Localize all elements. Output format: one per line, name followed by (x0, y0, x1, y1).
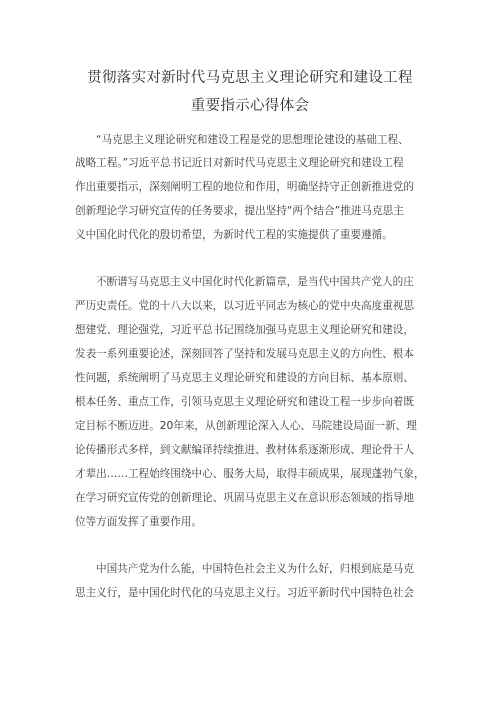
document-title-line-2: 重要指示心得体会 (190, 98, 310, 114)
paragraph-2-line-5: 性问题，系统阐明了马克思主义理论研究和建设的方向目标、基本原则、 (75, 372, 414, 384)
paragraph-2-line-11: 位等方面发挥了重要作用。 (75, 516, 203, 528)
paragraph-2-line-10: 在学习研究宣传党的创新理论、巩固马克思主义在意识形态领域的指导地 (75, 492, 414, 504)
paragraph-2-line-8: 论传播形式多样，到文献编译持续推进、教材体系逐渐形成、理论骨干人 (75, 444, 414, 456)
paragraph-1-line-3: 作出重要指示，深刻阐明工程的地位和作用，明确坚持守正创新推进党的 (75, 181, 414, 193)
paragraph-2-line-4: 发表一系列重要论述，深刻回答了坚持和发展马克思主义的方向性、根本 (75, 348, 414, 360)
paragraph-2-line-1: 不断谱写马克思主义中国化时代化新篇章，是当代中国共产党人的庄 (96, 276, 414, 288)
paragraph-1-line-5: 义中国化时代化的殷切希望，为新时代工程的实施提供了重要遵循。 (75, 229, 393, 241)
document-title-line-1: 贯彻落实对新时代马克思主义理论研究和建设工程 (87, 70, 413, 86)
paragraph-2-line-9: 才辈出……工程始终围绕中心、服务大局，取得丰硕成果，展现蓬勃气象， (75, 468, 425, 480)
paragraph-3-line-2: 思主义行，是中国化时代化的马克思主义行。习近平新时代中国特色社会 (75, 587, 414, 599)
paragraph-1-line-1: “马克思主义理论研究和建设工程是党的思想理论建设的基础工程、 (96, 134, 409, 146)
paragraph-1-line-2: 战略工程。”习近平总书记近日对新时代马克思主义理论研究和建设工程 (75, 157, 404, 169)
paragraph-2-line-6: 根本任务、重点工作，引领马克思主义理论研究和建设工程一步步向着既 (75, 396, 414, 408)
paragraph-2-line-3: 想建党、理论强党，习近平总书记围绕加强马克思主义理论研究和建设， (75, 324, 414, 336)
paragraph-2-line-2: 严历史责任。党的十八大以来，以习近平同志为核心的党中央高度重视思 (75, 300, 414, 312)
paragraph-1-line-4: 创新理论学习研究宣传的任务要求，提出坚持“两个结合”推进马克思主 (75, 205, 404, 217)
paragraph-2-line-7: 定目标不断迈进。20年来，从创新理论深入人心、马院建设局面一新、理 (75, 420, 417, 432)
paragraph-3-line-1: 中国共产党为什么能，中国特色社会主义为什么好，归根到底是马克 (96, 563, 414, 575)
